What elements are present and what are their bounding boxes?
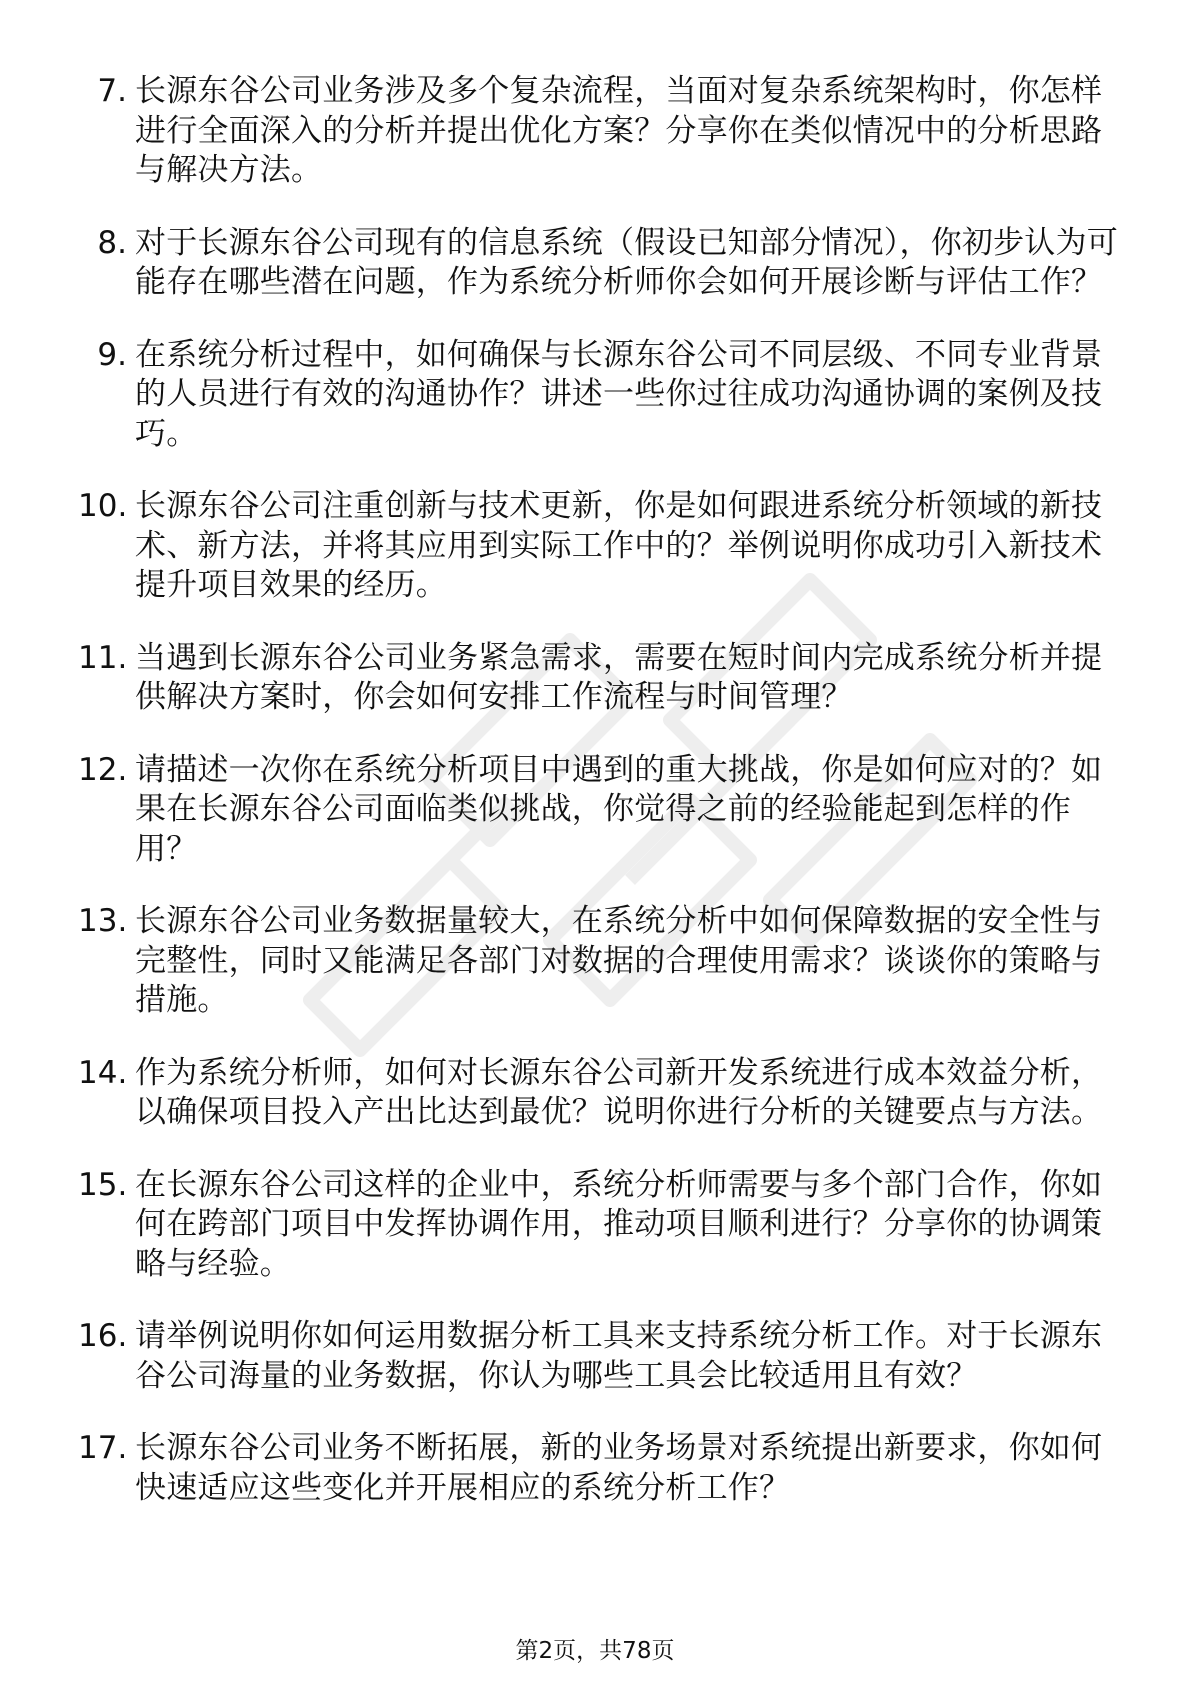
- question-number: 11.: [78, 639, 128, 676]
- question-text: 对于长源东谷公司现有的信息系统（假设已知部分情况），你初步认为可能存在哪些潜在问题，作为系统分析师你会如何开展诊断与评估工作？: [135, 224, 1118, 300]
- question-number: 16.: [78, 1318, 128, 1354]
- page-footer: [0, 1637, 1190, 1665]
- question-number: 13.: [78, 903, 128, 939]
- question-number: 17.: [78, 1430, 128, 1466]
- question-number: 9.: [97, 336, 127, 373]
- question-number: 15.: [78, 1166, 128, 1203]
- question-number: 7.: [97, 73, 127, 109]
- question-text: 请举例说明你如何运用数据分析工具来支持系统分析工作。对于长源东谷公司海量的业务数据，你认为哪些工具会比较适用且有效？: [135, 1318, 1103, 1394]
- question-number: 12.: [78, 751, 128, 788]
- list-item: [78, 639, 1118, 718]
- question-list: [78, 72, 1118, 1541]
- question-text: 在长源东谷公司这样的企业中，系统分析师需要与多个部门合作，你如何在跨部门项目中发挥协调作用，推动项目顺利进行？分享你的协调策略与经验。: [135, 1166, 1103, 1282]
- question-number: 10.: [78, 488, 128, 524]
- list-item: [78, 224, 1118, 303]
- list-item: [78, 1429, 1118, 1508]
- question-text: 长源东谷公司业务不断拓展，新的业务场景对系统提出新要求，你如何快速适应这些变化并开展相应的系统分析工作？: [135, 1430, 1103, 1506]
- list-item: [78, 902, 1118, 1021]
- question-number: 14.: [78, 1054, 128, 1091]
- list-item: [78, 1054, 1118, 1133]
- page-number-label: 第2页，共78页: [515, 1638, 675, 1664]
- question-text: 请描述一次你在系统分析项目中遇到的重大挑战，你是如何应对的？如果在长源东谷公司面临类似挑战，你觉得之前的经验能起到怎样的作用？: [135, 751, 1103, 867]
- list-item: [78, 1317, 1118, 1396]
- list-item: [78, 72, 1118, 191]
- list-item: [78, 487, 1118, 606]
- question-number: 8.: [97, 224, 127, 261]
- question-text: 长源东谷公司业务数据量较大，在系统分析中如何保障数据的安全性与完整性，同时又能满足各部门对数据的合理使用需求？谈谈你的策略与措施。: [135, 903, 1103, 1018]
- question-text: 长源东谷公司注重创新与技术更新，你是如何跟进系统分析领域的新技术、新方法，并将其应用到实际工作中的？举例说明你成功引入新技术提升项目效果的经历。: [135, 488, 1103, 603]
- list-item: [78, 1166, 1118, 1285]
- question-text: 当遇到长源东谷公司业务紧急需求，需要在短时间内完成系统分析并提供解决方案时，你会如何安排工作流程与时间管理？: [135, 639, 1103, 715]
- question-text: 长源东谷公司业务涉及多个复杂流程，当面对复杂系统架构时，你怎样进行全面深入的分析并提出优化方案？分享你在类似情况中的分析思路与解决方法。: [135, 73, 1103, 188]
- list-item: [78, 336, 1118, 455]
- question-text: 作为系统分析师，如何对长源东谷公司新开发系统进行成本效益分析，以确保项目投入产出比达到最优？说明你进行分析的关键要点与方法。: [135, 1054, 1103, 1130]
- list-item: [78, 751, 1118, 870]
- question-text: 在系统分析过程中，如何确保与长源东谷公司不同层级、不同专业背景的人员进行有效的沟通协作？讲述一些你过往成功沟通协调的案例及技巧。: [135, 336, 1103, 452]
